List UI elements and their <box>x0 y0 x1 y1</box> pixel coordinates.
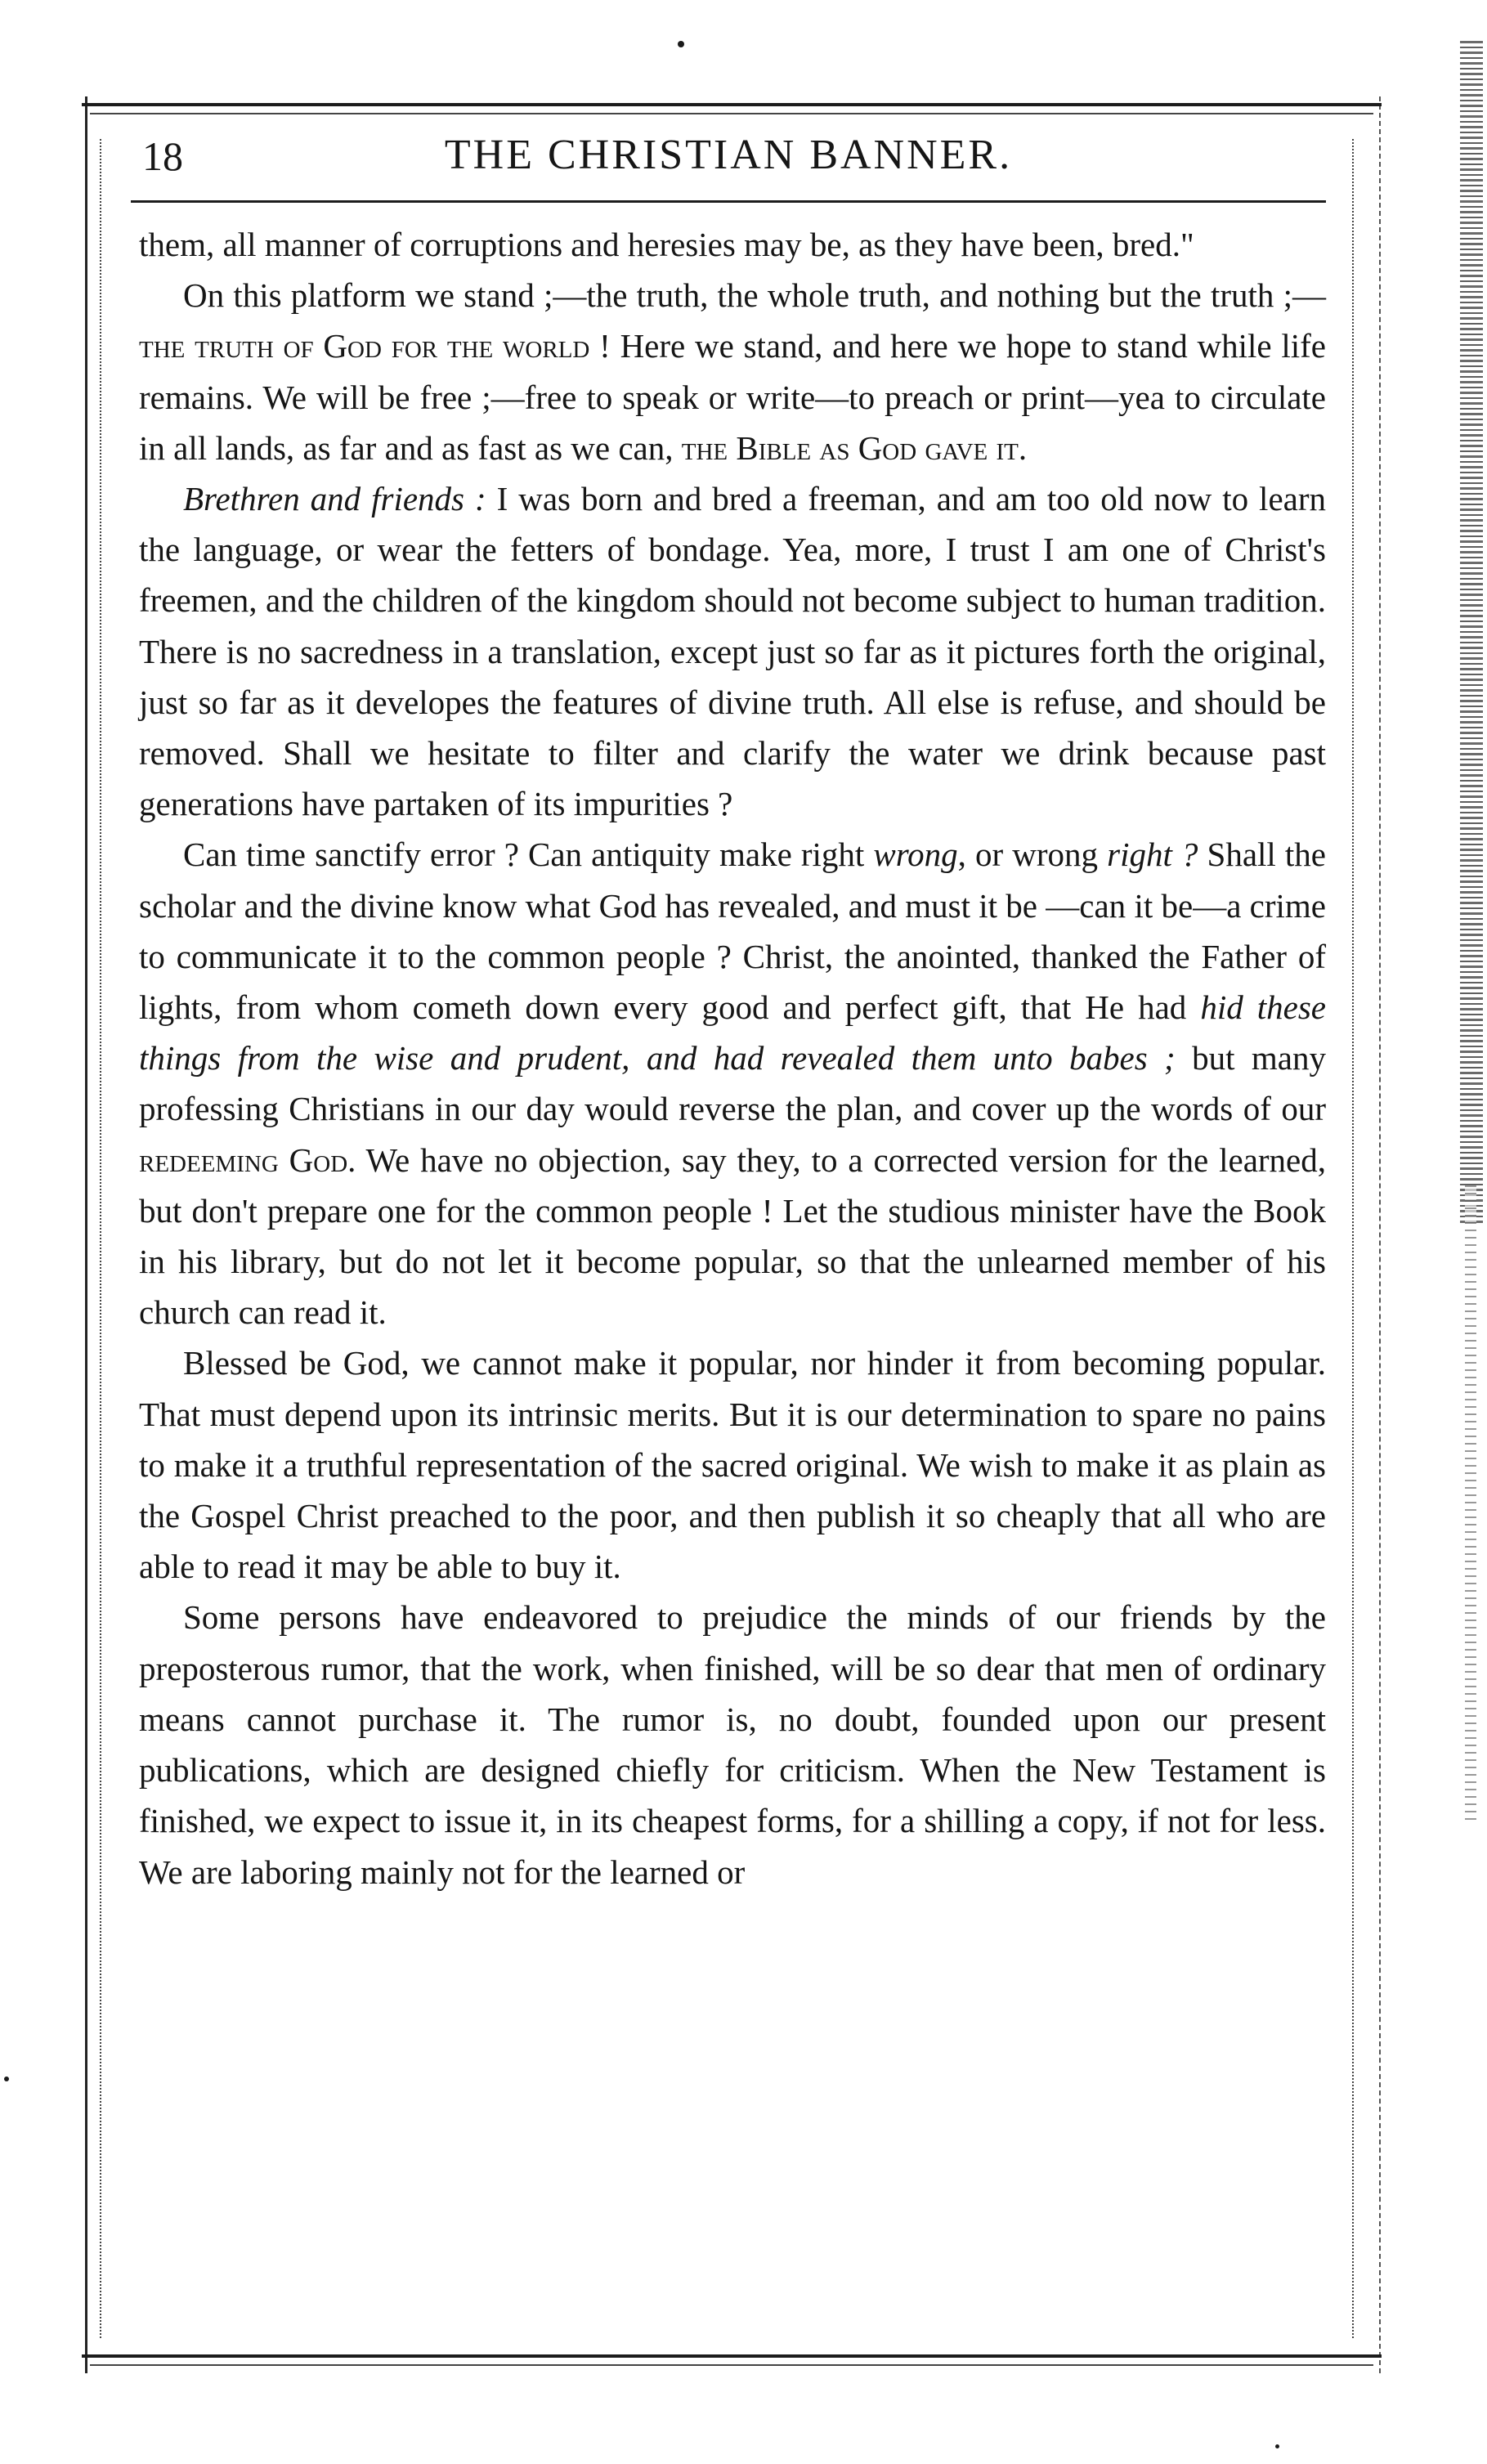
top-rule-thin <box>90 113 1373 114</box>
ink-speck <box>678 41 684 47</box>
page-number: 18 <box>142 133 183 179</box>
small-caps-phrase: redeeming God <box>139 1140 348 1179</box>
ink-speck <box>4 2076 9 2081</box>
small-caps-phrase: the truth of God for the world <box>139 327 590 365</box>
paragraph <box>139 219 1326 270</box>
text-run: ! Here we stand, and here we hope to stand while life remains. We will be free ;—free to speak or write—to preach or print—yea to circulate in all lands, as far and as fast as we can, <box>139 327 1326 467</box>
paragraph <box>139 1592 1326 1897</box>
top-rule <box>82 103 1382 106</box>
left-margin-rule <box>100 139 101 2338</box>
italic-phrase: right ? <box>1107 836 1198 874</box>
text-run: I was born and bred a freeman, and am too old now to learn the language, or wear the fetters of bondage. Yea, more, I trust I am one of Christ's freemen, and the children of the kingdom should not become subject to human tradition. There is no sacredness in a translation, except just so far as it pictures forth the original, just so far as it developes the features of divine truth. All else is refuse, and should be removed. Shall we hesitate to filter and clarify the water we drink because past generations have partaken of its impurities ? <box>139 480 1326 823</box>
italic-phrase: wrong <box>873 836 958 874</box>
text-run: . <box>1018 428 1028 467</box>
small-caps-phrase: the Bible as God gave it <box>681 428 1019 467</box>
italic-phrase: hid these things from the wise and prudent, and had revealed them unto babes ; <box>139 988 1326 1077</box>
right-margin-rule <box>1352 139 1354 2338</box>
paragraph <box>139 829 1326 1337</box>
binding-edge-texture <box>1460 41 1483 1226</box>
page-header <box>131 131 1326 188</box>
header-rule <box>131 200 1326 203</box>
text-run: On this platform we stand ;—the truth, the whole truth, and nothing but the truth ;— <box>183 276 1326 315</box>
text-run: them, all manner of corruptions and heresies may be, as they have been, bred." <box>139 226 1194 263</box>
binding-edge-texture <box>1465 1185 1476 1823</box>
text-run: Blessed be God, we cannot make it popular, nor hinder it from becoming popular. That must depend upon its intrinsic merits. But it is our determination to spare no pains to make it a truthful representation of the sacred original. We wish to make it as plain as the Gospel Christ preached to the poor, and then publish it so cheaply that all who are able to read it may be able to buy it. <box>139 1344 1326 1586</box>
text-run: Can time sanctify error ? Can antiquity make right <box>183 836 874 874</box>
text-run: Shall the scholar and the divine know what God has revealed, and must it be —can it be—a crime to communicate it to the common people ? Christ, the anointed, thanked the Father of lights, from whom cometh down every good and perfect gift, that He had <box>139 836 1326 1027</box>
text-run: but many professing Christians in our day would reverse the plan, and cover up the words of our <box>139 1039 1326 1128</box>
italic-phrase: Brethren and friends : <box>183 480 486 518</box>
text-run: , or wrong <box>957 836 1108 874</box>
bottom-rule-thin <box>90 2364 1373 2366</box>
paragraph <box>139 473 1326 829</box>
paragraph <box>139 1337 1326 1592</box>
text-run: Some persons have endeavored to prejudice the minds of our friends by the preposterous rumor, that the work, when finished, will be so dear that men of ordinary means cannot purchase it. The rumor is, no doubt, founded upon our present publications, which are designed chiefly for criticism. When the New Testament is finished, we expect to issue it, in its cheapest forms, for a shilling a copy, if not for less. We are laboring mainly not for the learned or <box>139 1598 1326 1891</box>
running-title: THE CHRISTIAN BANNER. <box>444 132 1013 178</box>
text-run: . We have no objection, say they, to a corrected version for the learned, but don't prepare one for the common people ! Let the studious minister have the Book in his library, but do not let it become popular, so that the unlearned member of his church can read it. <box>139 1140 1326 1332</box>
ink-speck <box>1275 2444 1279 2448</box>
body-text <box>139 219 1326 1897</box>
bottom-rule <box>82 2354 1382 2358</box>
paragraph <box>139 270 1326 473</box>
